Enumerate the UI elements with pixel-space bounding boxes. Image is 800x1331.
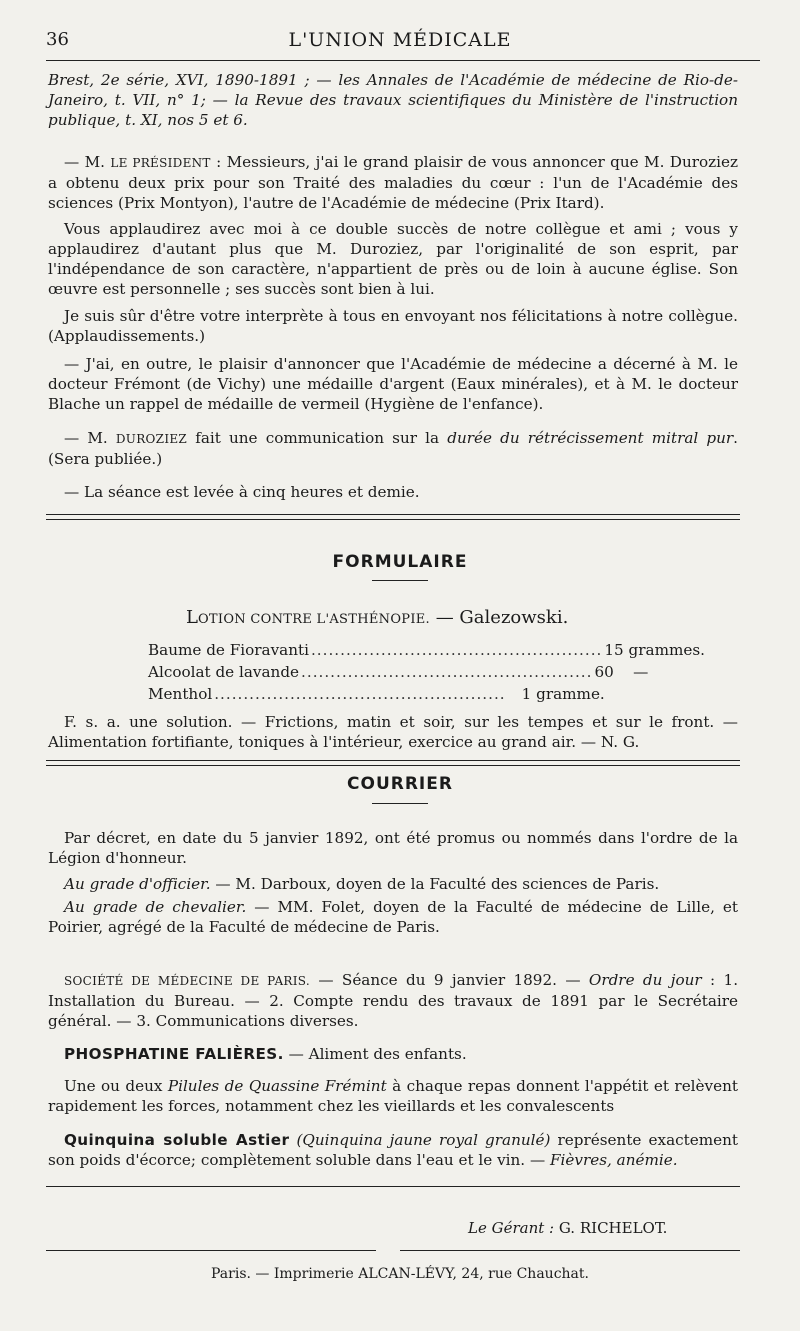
chevalier-text: — MM. Folet, doyen de la Faculté de médecine de Lille, et Poirier, agrégé de la Faculté de médecine de Paris. [48,898,738,936]
ingredient-row [148,640,705,660]
section-divider [46,760,740,766]
officier-paragraph [48,874,738,894]
journal-title: L'UNION MÉDICALE [288,29,512,51]
footer-rule [46,1186,740,1187]
courrier-title-rule [372,803,428,804]
ingredient-name: Baume de Fioravanti [148,641,309,659]
header-rule [46,60,760,61]
quassine-product: Pilules de Quassine Frémint [167,1077,387,1095]
closing-text: — La séance est levée à cinq heures et demie. [64,483,420,501]
president-label: LE PRÉSIDENT [110,156,211,170]
courrier-title: COURRIER [347,774,453,794]
quassine-ad [48,1076,738,1116]
duroziez-paragraph [48,428,738,469]
leader-dots: .................................................. [310,641,603,659]
quinquina-indications: Fièvres, anémie. [549,1151,678,1169]
societe-label: SOCIÉTÉ DE MÉDECINE DE PARIS. [64,974,310,988]
ingredient-row [148,662,649,682]
officier-label: Au grade d'officier. [64,875,211,893]
formula-instructions [48,712,738,752]
decree-paragraph [48,828,738,868]
subtitle-smallcaps: OTION CONTRE L'ASTHÉNOPIE. [197,612,430,627]
quassine-text: à chaque repas donnent l'appétit et relèvent rapidement les forces, notamment chez les vieillards et les convalescents [48,1077,738,1115]
closing-paragraph [48,482,738,502]
phosphatine-ad [48,1044,738,1064]
footer-rule-right [400,1250,740,1251]
subtitle-initial: L [186,607,198,628]
formula-subtitle [186,608,786,630]
gerant-signature [468,1218,667,1238]
page-number: 36 [46,29,69,50]
phosphatine-brand: PHOSPHATINE FALIÈRES. [64,1045,284,1063]
ingredient-name: Alcoolat de lavande [148,663,300,681]
formulaire-title: FORMULAIRE [332,552,468,572]
duroziez-dash: — M. [64,429,116,447]
subtitle-author: — Galezowski. [429,607,569,628]
applause-text: Vous applaudirez avec moi à ce double succès de notre collègue et ami ; vous y applaudirez d'autant plus que M. Duroziez, par l'originalité de son esprit, par l'indépendance de son caractère, n'appartient de près ou de loin à aucune église. Son œuvre est personnelle ; ses succès sont bien à lui. [48,220,738,298]
ingredient-quantity: 15 grammes. [604,641,705,659]
medal-text: — J'ai, en outre, le plaisir d'annoncer que l'Académie de médecine a décerné à M. le docteur Frémont (de Vichy) une médaille d'argent (Eaux minérales), et à M. le docteur Blache un rappel de médaille de vermeil (Hygiène de l'enfance). [48,355,738,413]
leader-dots: .................................................. [301,663,593,681]
duroziez-label: DUROZIEZ [115,432,188,446]
officier-text: — M. Darboux, doyen de la Faculté des sciences de Paris. [210,875,660,893]
quinquina-text: représente exactement son poids d'écorce; complètement soluble dans l'eau et le vin. — [48,1131,739,1169]
congrats-text: Je suis sûr d'être votre interprète à tous en envoyant nos félicitations à notre collègue. (Applaudissements.) [48,307,738,345]
societe-date: — Séance du 9 janvier 1892. — [310,971,589,989]
ingredient-quantity: 60 — [594,663,649,681]
leader-dots: .................................................. [214,685,506,703]
duroziez-end: . (Sera publiée.) [48,429,738,468]
footer-rule-left [46,1250,376,1251]
gerant-name: G. RICHELOT. [554,1219,668,1237]
instructions-text: F. s. a. une solution. — Frictions, matin et soir, sur les tempes et sur le front. — Alimentation fortifiante, toniques à l'intérieur, exercice au grand air. — N. G. [48,713,738,751]
intro-bibliography: Brest, 2e série, XVI, 1890-1891 ; — les Annales de l'Académie de médecine de Rio-de-Janeiro, t. VII, n° 1; — la Revue des travaux scientifiques du Ministère de l'instruction publique, t. XI, nos 5 et 6. [48,71,738,129]
societe-paragraph [48,970,738,1031]
quassine-lead: Une ou deux [64,1077,168,1095]
decree-text: Par décret, en date du 5 janvier 1892, ont été promus ou nommés dans l'ordre de la Légion d'honneur. [48,829,738,867]
ingredient-row [148,684,628,704]
applause-paragraph [48,219,738,299]
gerant-label: Le Gérant : [468,1219,555,1237]
ingredient-name: Menthol [148,685,213,703]
quinquina-ad [48,1130,738,1170]
duroziez-mid: fait une communication sur la [187,429,448,447]
medal-paragraph [48,354,738,414]
president-dash: — M. [64,153,111,171]
quinquina-brand: Quinquina soluble Astier [64,1131,290,1149]
ingredient-quantity: 1 gramme. [521,685,605,703]
formulaire-title-rule [372,580,428,581]
chevalier-label: Au grade de chevalier. [64,898,247,916]
phosphatine-text: — Aliment des enfants. [283,1045,467,1063]
societe-agenda: : 1. Installation du Bureau. — 2. Compte rendu des travaux de 1891 par le Secrétaire général. — 3. Communications diverses. [48,971,739,1030]
printer-line: Paris. — Imprimerie ALCAN-LÉVY, 24, rue Chauchat. [211,1266,589,1282]
ordre-du-jour-label: Ordre du jour [588,971,702,989]
president-speech: : Messieurs, j'ai le grand plaisir de vous annoncer que M. Duroziez a obtenu deux prix pour son Traité des maladies du cœur : l'un de l'Académie des sciences (Prix Montyon), l'autre de l'Académie de médecine (Prix Itard). [48,153,739,212]
section-divider [46,514,740,520]
chevalier-paragraph [48,897,738,937]
congrats-paragraph [48,306,738,346]
duroziez-topic: durée du rétrécissement mitral pur [447,429,734,447]
president-paragraph [48,152,738,213]
quinquina-variety: (Quinquina jaune royal granulé) [296,1131,551,1149]
